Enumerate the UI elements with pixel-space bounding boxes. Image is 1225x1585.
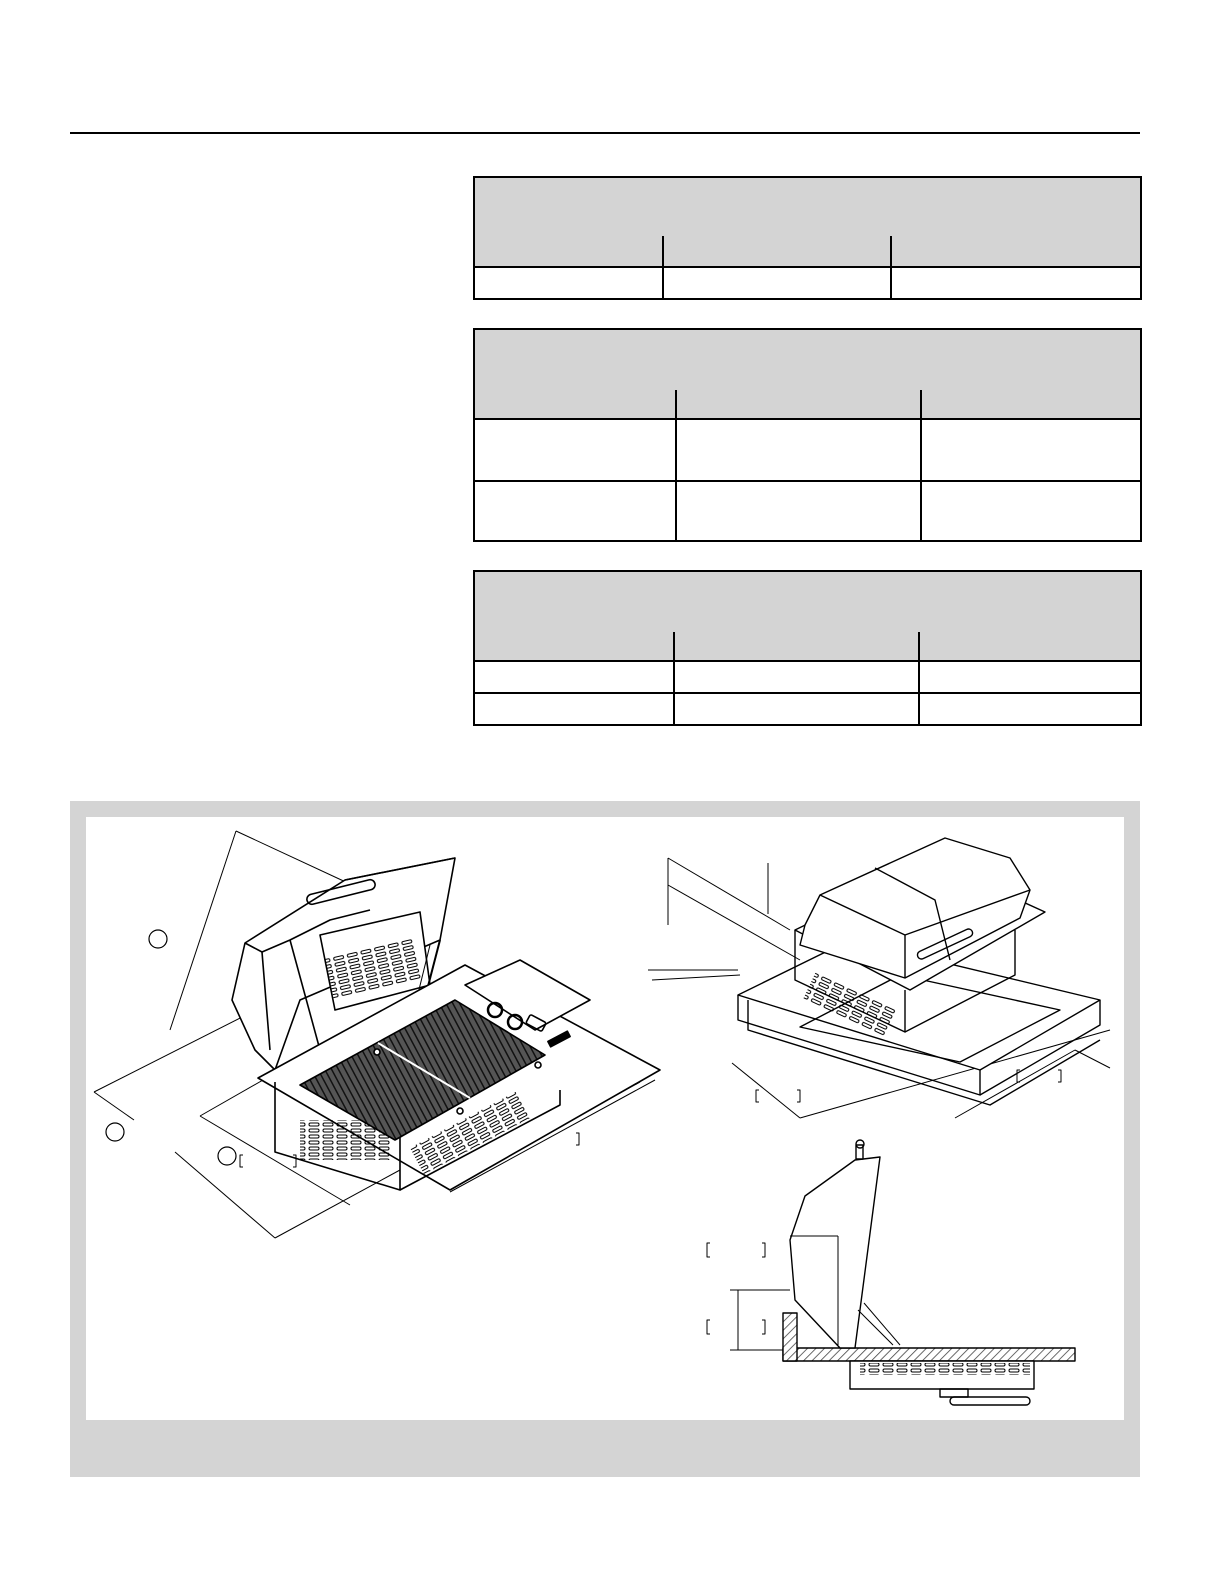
callout-circle — [106, 1123, 124, 1141]
counter-section — [783, 1348, 1075, 1361]
open-grill-drawing — [94, 831, 660, 1238]
side-section-drawing — [707, 1140, 1075, 1405]
callout-circle — [149, 930, 167, 948]
lid-side-profile — [790, 1157, 880, 1348]
closed-grill-drawing — [648, 838, 1110, 1118]
callout-circle — [218, 1147, 236, 1165]
